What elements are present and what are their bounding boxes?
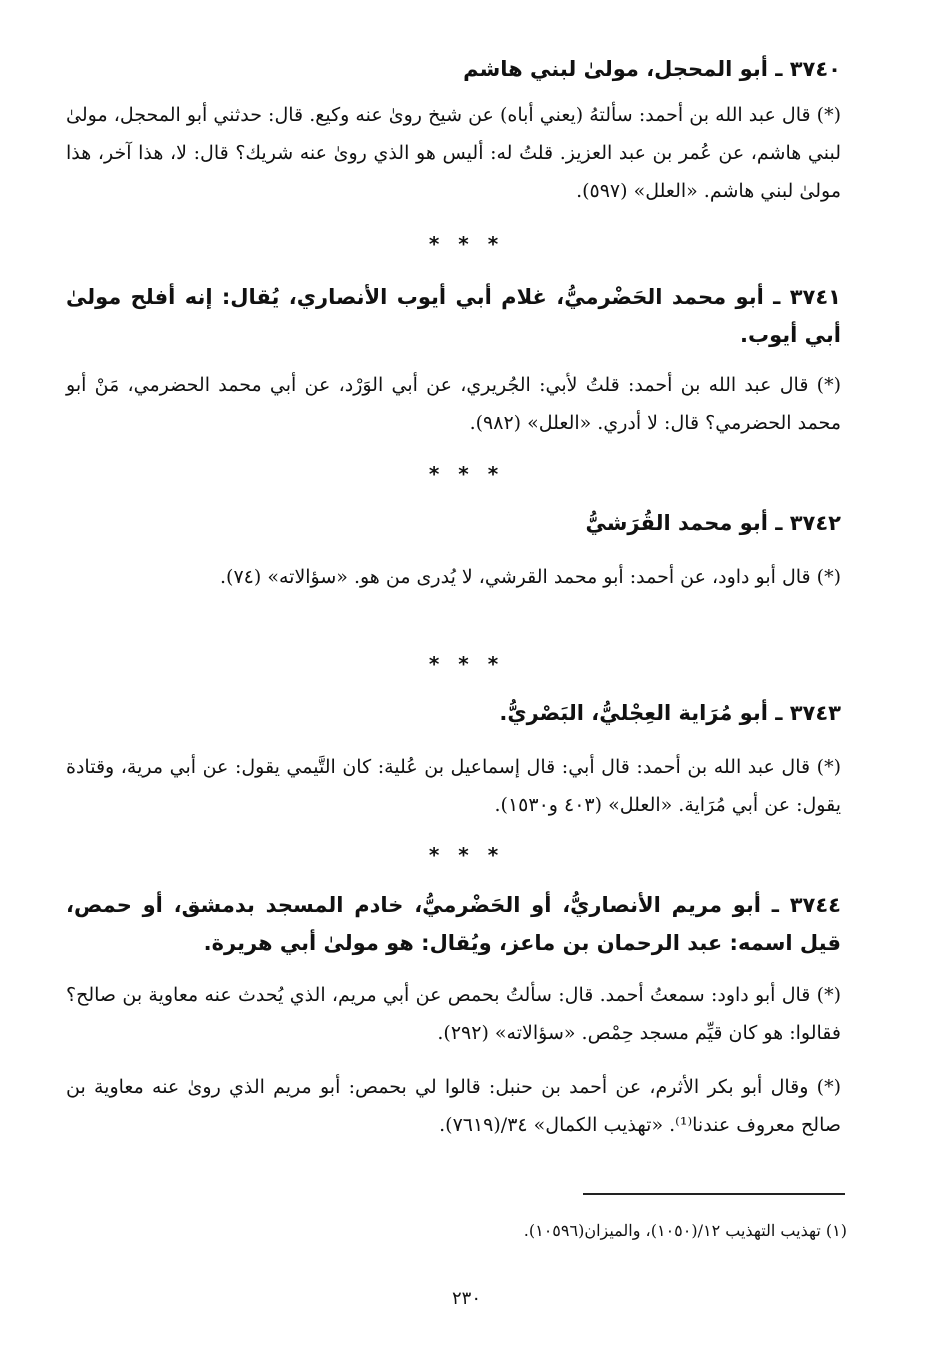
entry-heading: ٣٧٤٣ ـ أبو مُرَاية العِجْليُّ، البَصْريُّ. <box>499 701 841 725</box>
entry-paragraph: (*) قال أبو داود، عن أحمد: أبو محمد القرشي، لا يُدرى من هو. «سؤالاته» (٧٤). <box>220 566 841 588</box>
entry-paragraph: (*) وقال أبو بكر الأثرم، عن أحمد بن حنبل: قالوا لي بحمص: أبو مريم الذي روىٰ عنه معاوية بن صالح معروف عندنا⁽¹⁾. «تهذيب الكمال» ٣٤/(٧٦١٩). <box>66 1076 841 1136</box>
footnote-divider <box>583 1193 845 1195</box>
entry-paragraph: (*) قال عبد الله بن أحمد: قلتُ لأبي: الجُريري، عن أبي الوَرْد، عن أبي محمد الحضرمي، مَنْ أبو محمد الحضرمي؟ قال: لا أدري. «العلل» (٩٨٢). <box>66 374 841 434</box>
entry-heading: ٣٧٤٢ ـ أبو محمد القُرَشيُّ <box>585 511 841 535</box>
entry-heading: ٣٧٤١ ـ أبو محمد الحَضْرميُّ، غلام أبي أيوب الأنصاري، يُقال: إنه أفلح مولىٰ أبي أيوب. <box>66 285 841 347</box>
section-separator: * * * <box>428 232 505 256</box>
section-separator: * * * <box>428 843 505 867</box>
page-number: ٢٣٠ <box>451 1288 481 1309</box>
entry-heading: ٣٧٤٤ ـ أبو مريم الأنصاريُّ، أو الحَضْرميُّ، خادم المسجد بدمشق، أو حمص، قيل اسمه: عبد الرحمان بن ماعز، ويُقال: هو مولىٰ أبي هريرة. <box>66 893 841 955</box>
entry-heading: ٣٧٤٠ ـ أبو المحجل، مولىٰ لبني هاشم <box>463 57 841 81</box>
footnote: (١) تهذيب التهذيب ١٢/(١٠٥٠)، والميزان(١٠٥٩٦). <box>523 1221 847 1240</box>
entry-paragraph: (*) قال عبد الله بن أحمد: قال أبي: قال إسماعيل بن عُلية: كان التَّيمي يقول: عن أبي مرية، وقتادة يقول: عن أبي مُرَاية. «العلل» (٤٠٣ و١٥٣٠). <box>66 756 841 816</box>
section-separator: * * * <box>428 462 505 486</box>
section-separator: * * * <box>428 652 505 676</box>
entry-paragraph: (*) قال أبو داود: سمعتُ أحمد. قال: سألتُ بحمص عن أبي مريم، الذي يُحدث عنه معاوية بن صالح؟ فقالوا: هو كان قيِّم مسجد حِمْص. «سؤالاته» (٢٩٢). <box>66 984 841 1044</box>
entry-paragraph: (*) قال عبد الله بن أحمد: سألتهُ (يعني أباه) عن شيخ روىٰ عنه وكيع. قال: حدثني أبو المحجل، مولىٰ لبني هاشم، عن عُمر بن عبد العزيز. قلتُ له: أليس هو الذي روىٰ عنه شريك؟ قال: لا، هذا آخر، هذا مولىٰ لبني هاشم. «العلل» (٥٩٧). <box>66 104 841 202</box>
